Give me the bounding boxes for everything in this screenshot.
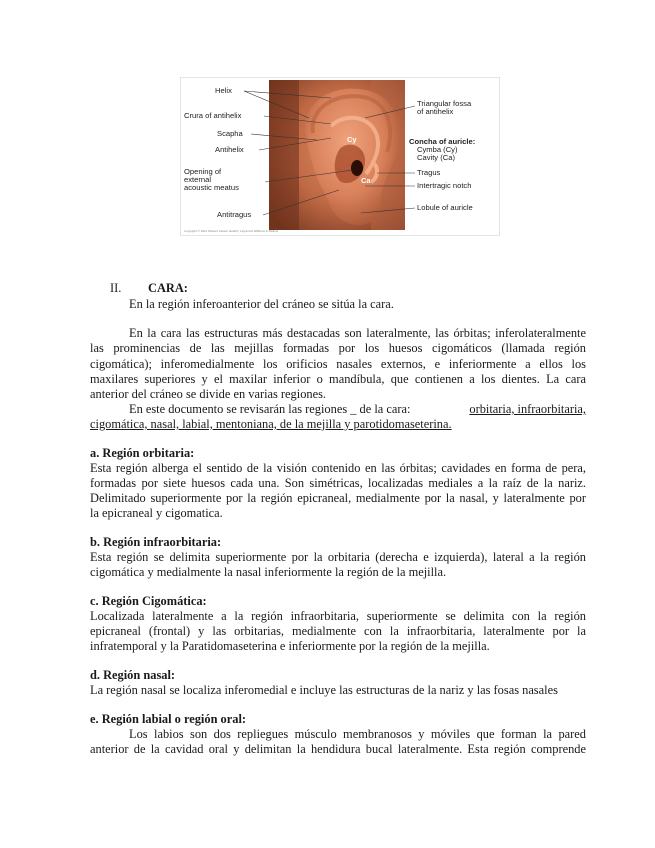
label-opening-2: external — [184, 175, 212, 184]
labial-line-2: anterior de la cavidad oral y delimitan la hendidura bucal lateralmente. Esta región comprende — [90, 742, 586, 756]
paragraph-1-line-5: anterior del cráneo se divide en varias regiones. — [90, 387, 327, 401]
label-tragus: Tragus — [417, 168, 441, 177]
label-concha: Concha of auricle: — [409, 137, 476, 146]
orbitaria-line-2: formadas por siete huesos cada una. Son simétricas, localizadas mediales a la raíz de la nariz. — [90, 476, 586, 490]
heading-region-nasal: d. Región nasal: — [90, 668, 176, 682]
paragraph-1-line-4: maxilares superiores y el maxilar inferior o mandíbula, que contienen a los dientes. La cara — [90, 372, 586, 386]
cigomatica-line-1: Localizada lateralmente a la región infraorbitaria, superiormente se delimita con la región — [90, 609, 586, 623]
label-cy-abbrev: Cy — [347, 135, 357, 144]
paragraph-1-line-2: las prominencias de las mejillas formadas por los huesos cigomáticos (llamada región — [90, 341, 586, 355]
heading-region-labial: e. Región labial o región oral: — [90, 712, 247, 726]
figure-copyright: Copyright © 2011 Wolters Kluwer Health | Lippincott Williams & Wilkins — [184, 229, 279, 233]
heading-region-cigomatica: c. Región Cigomática: — [90, 594, 207, 608]
label-intertragic: Intertragic notch — [417, 181, 472, 190]
orbitaria-line-3: Delimitado superiormente por la región epicraneal, medialmente por la nasal, y lateralmente por — [90, 491, 586, 505]
labial-line-1: Los labios son dos repliegues músculo membranosos y móviles que forman la pared — [129, 727, 586, 741]
infraorbitaria-line-1: Esta región se delimita superiormente por la orbitaria (derecha e izquierda), lateral a la región — [90, 550, 586, 564]
paragraph-2-line-1 — [129, 402, 586, 417]
label-helix: Helix — [215, 86, 232, 95]
label-ca-abbrev: Ca — [361, 176, 371, 185]
paragraph-2-underlined-2: cigomática, nasal, labial, mentoniana, de la mejilla y parotidomaseterina. — [90, 417, 452, 431]
section-title: CARA: — [148, 281, 188, 295]
label-opening-1: Opening of — [184, 167, 222, 176]
orbitaria-line-4: la epicraneal y cigomatica. — [90, 506, 223, 520]
heading-region-infraorbitaria: b. Región infraorbitaria: — [90, 535, 222, 549]
ear-anatomy-figure — [180, 77, 500, 236]
label-triangular-2: of antihelix — [417, 107, 454, 116]
nasal-line-1: La región nasal se localiza inferomedial e incluye las estructuras de la nariz y las fosas nasales — [90, 683, 558, 697]
label-lobule: Lobule of auricle — [417, 203, 473, 212]
infraorbitaria-line-2: cigomática y medialmente la nasal inferiormente la región de la mejilla. — [90, 565, 447, 579]
label-opening-3: acoustic meatus — [184, 183, 239, 192]
heading-region-orbitaria: a. Región orbitaria: — [90, 446, 195, 460]
paragraph-2-underlined-1: orbitaria, infraorbitaria, — [469, 402, 586, 416]
cigomatica-line-3: infratemporal y la Paratidomaseterina e inferiormente por la región de la mejilla. — [90, 639, 490, 653]
paragraph-2-lead: En este documento se revisarán las regiones _ de la cara: — [129, 402, 411, 416]
section-numeral: II. — [110, 281, 122, 295]
label-triangular-1: Triangular fossa — [417, 99, 472, 108]
paragraph-1-line-3: cigomática); inferomedialmente los orificios nasales externos, e inferiormente a ellos los — [90, 357, 586, 371]
label-antihelix: Antihelix — [215, 145, 244, 154]
label-cavity: Cavity (Ca) — [417, 153, 455, 162]
cigomatica-line-2: epicraneal (frontal) y las orbitarias, medialmente con la infraorbitaria, lateralmente por la — [90, 624, 586, 638]
label-cymba: Cymba (Cy) — [417, 145, 458, 154]
paragraph-1-line-1: En la cara las estructuras más destacadas son lateralmente, las órbitas; inferolateralmente — [129, 326, 586, 340]
label-scapha: Scapha — [217, 129, 243, 138]
label-crura: Crura of antihelix — [184, 111, 242, 120]
orbitaria-line-1: Esta región alberga el sentido de la visión contenido en las órbitas; cavidades en forma de pera, — [90, 461, 586, 475]
section-intro: En la región inferoanterior del cráneo se sitúa la cara. — [129, 297, 394, 311]
label-antitragus: Antitragus — [217, 210, 252, 219]
